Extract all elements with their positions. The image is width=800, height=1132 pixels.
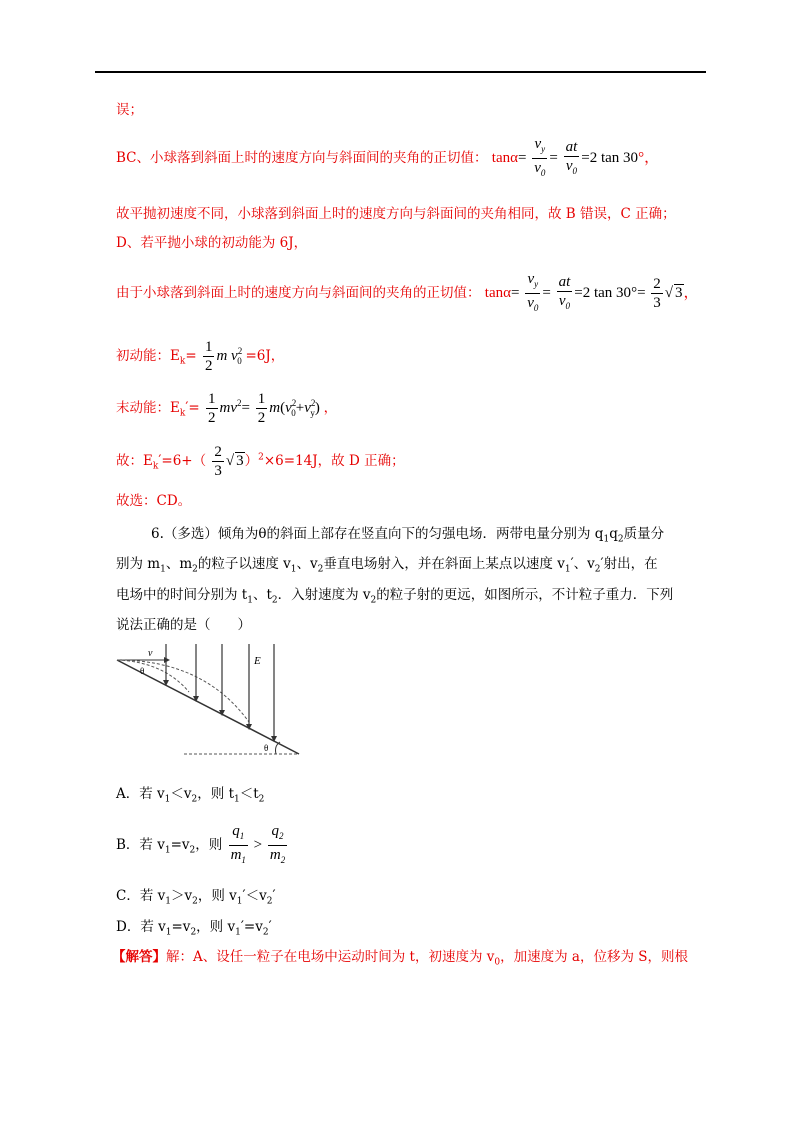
text-line-3: 故平抛初速度不同，小球落到斜面上时的速度方向与斜面间的夹角相同，故 B 错误，C 正确；	[116, 206, 676, 222]
text-line-init-ke: 初动能：$E_k=$ $\frac{1}{2}$ m $v^2_0 =6J$，	[116, 339, 285, 374]
figure-v-label: v	[148, 648, 153, 659]
text-line-so: 故：$E_k'=6+$（ $\frac{2}{3}$ √ 3）$^2$×6=14J，故 D 正确；	[116, 444, 405, 479]
answer-bracket: 【解答】	[112, 949, 166, 965]
figure-theta-top: θ	[140, 666, 145, 676]
text-line-5: 由于小球落到斜面上时的速度方向与斜面间的夹角的正切值： tanα= $\frac{v_y}{v_0}$ = $\frac{at}{v_0}$ =2 tan 30°= $\frac{2}{3}$ √ 3，	[116, 270, 699, 317]
q6-line-3: 电场中的时间分别为 $t_1$、$t_2$．入射速度为 $v_2$的粒子射的更远，如图所示，不计粒子重力．下列	[116, 587, 674, 606]
option-a: A．若 $v_1<v_2$，则 $t_1<t_2$	[116, 786, 265, 805]
bc-prefix: BC、小球落到斜面上时的速度方向与斜面间的夹角的正切值：	[116, 149, 488, 166]
figure-theta-bottom: θ	[264, 743, 269, 753]
answer-line: 【解答】解：A、设任一粒子在电场中运动时间为 t，初速度为 $v_0$，加速度为 a，位移为 S，则根	[112, 949, 689, 968]
text-wrong: 误；	[116, 102, 143, 118]
tan-formula-1: tanα= $\frac{v_y}{v_0}$ = $\frac{at}{v_0}$ =2 tan 30°，	[492, 150, 659, 166]
q6-line-1: 6.（多选）倾角为θ的斜面上部存在竖直向下的匀强电场．两带电量分别为 $q_1q_2$质量分	[151, 526, 665, 545]
text-line-bc	[116, 135, 659, 182]
option-d: D．若 $v_1=v_2$，则 $v_1'=v_2'$	[116, 919, 272, 938]
incline-field-figure	[114, 642, 304, 762]
text-line-choice: 故选：CD。	[116, 493, 192, 509]
text-line-final-ke: 末动能：$E_k'=$ $\frac{1}{2}$ $mv^2=$ $\frac{1}{2}$ $m(v^2_0+v^2_y)$ ，	[116, 391, 338, 426]
figure-e-label: E	[254, 655, 261, 667]
option-c: C．若 $v_1>v_2$，则 $v_1'<v_2'$	[116, 888, 276, 907]
q6-line-2: 别为 $m_1$、$m_2$的粒子以速度 $v_1$、$v_2$垂直电场射入，并在斜面上某点以速度 $v_1'$、$v_2'$射出，在	[116, 556, 658, 575]
text-line-1	[116, 98, 143, 118]
text-line-4: D、若平抛小球的初动能为 6J，	[116, 235, 308, 251]
option-b: B．若 $v_1=v_2$，则 $\frac{q_1}{m_1}$ > $\frac{q_2}{m_2}$	[116, 822, 289, 869]
header-rule	[95, 71, 706, 73]
tan-formula-2: tanα= $\frac{v_y}{v_0}$ = $\frac{at}{v_0}$ =2 tan 30°= $\frac{2}{3}$ √ 3，	[485, 285, 699, 301]
q6-line-4: 说法正确的是（ ）	[116, 617, 251, 633]
